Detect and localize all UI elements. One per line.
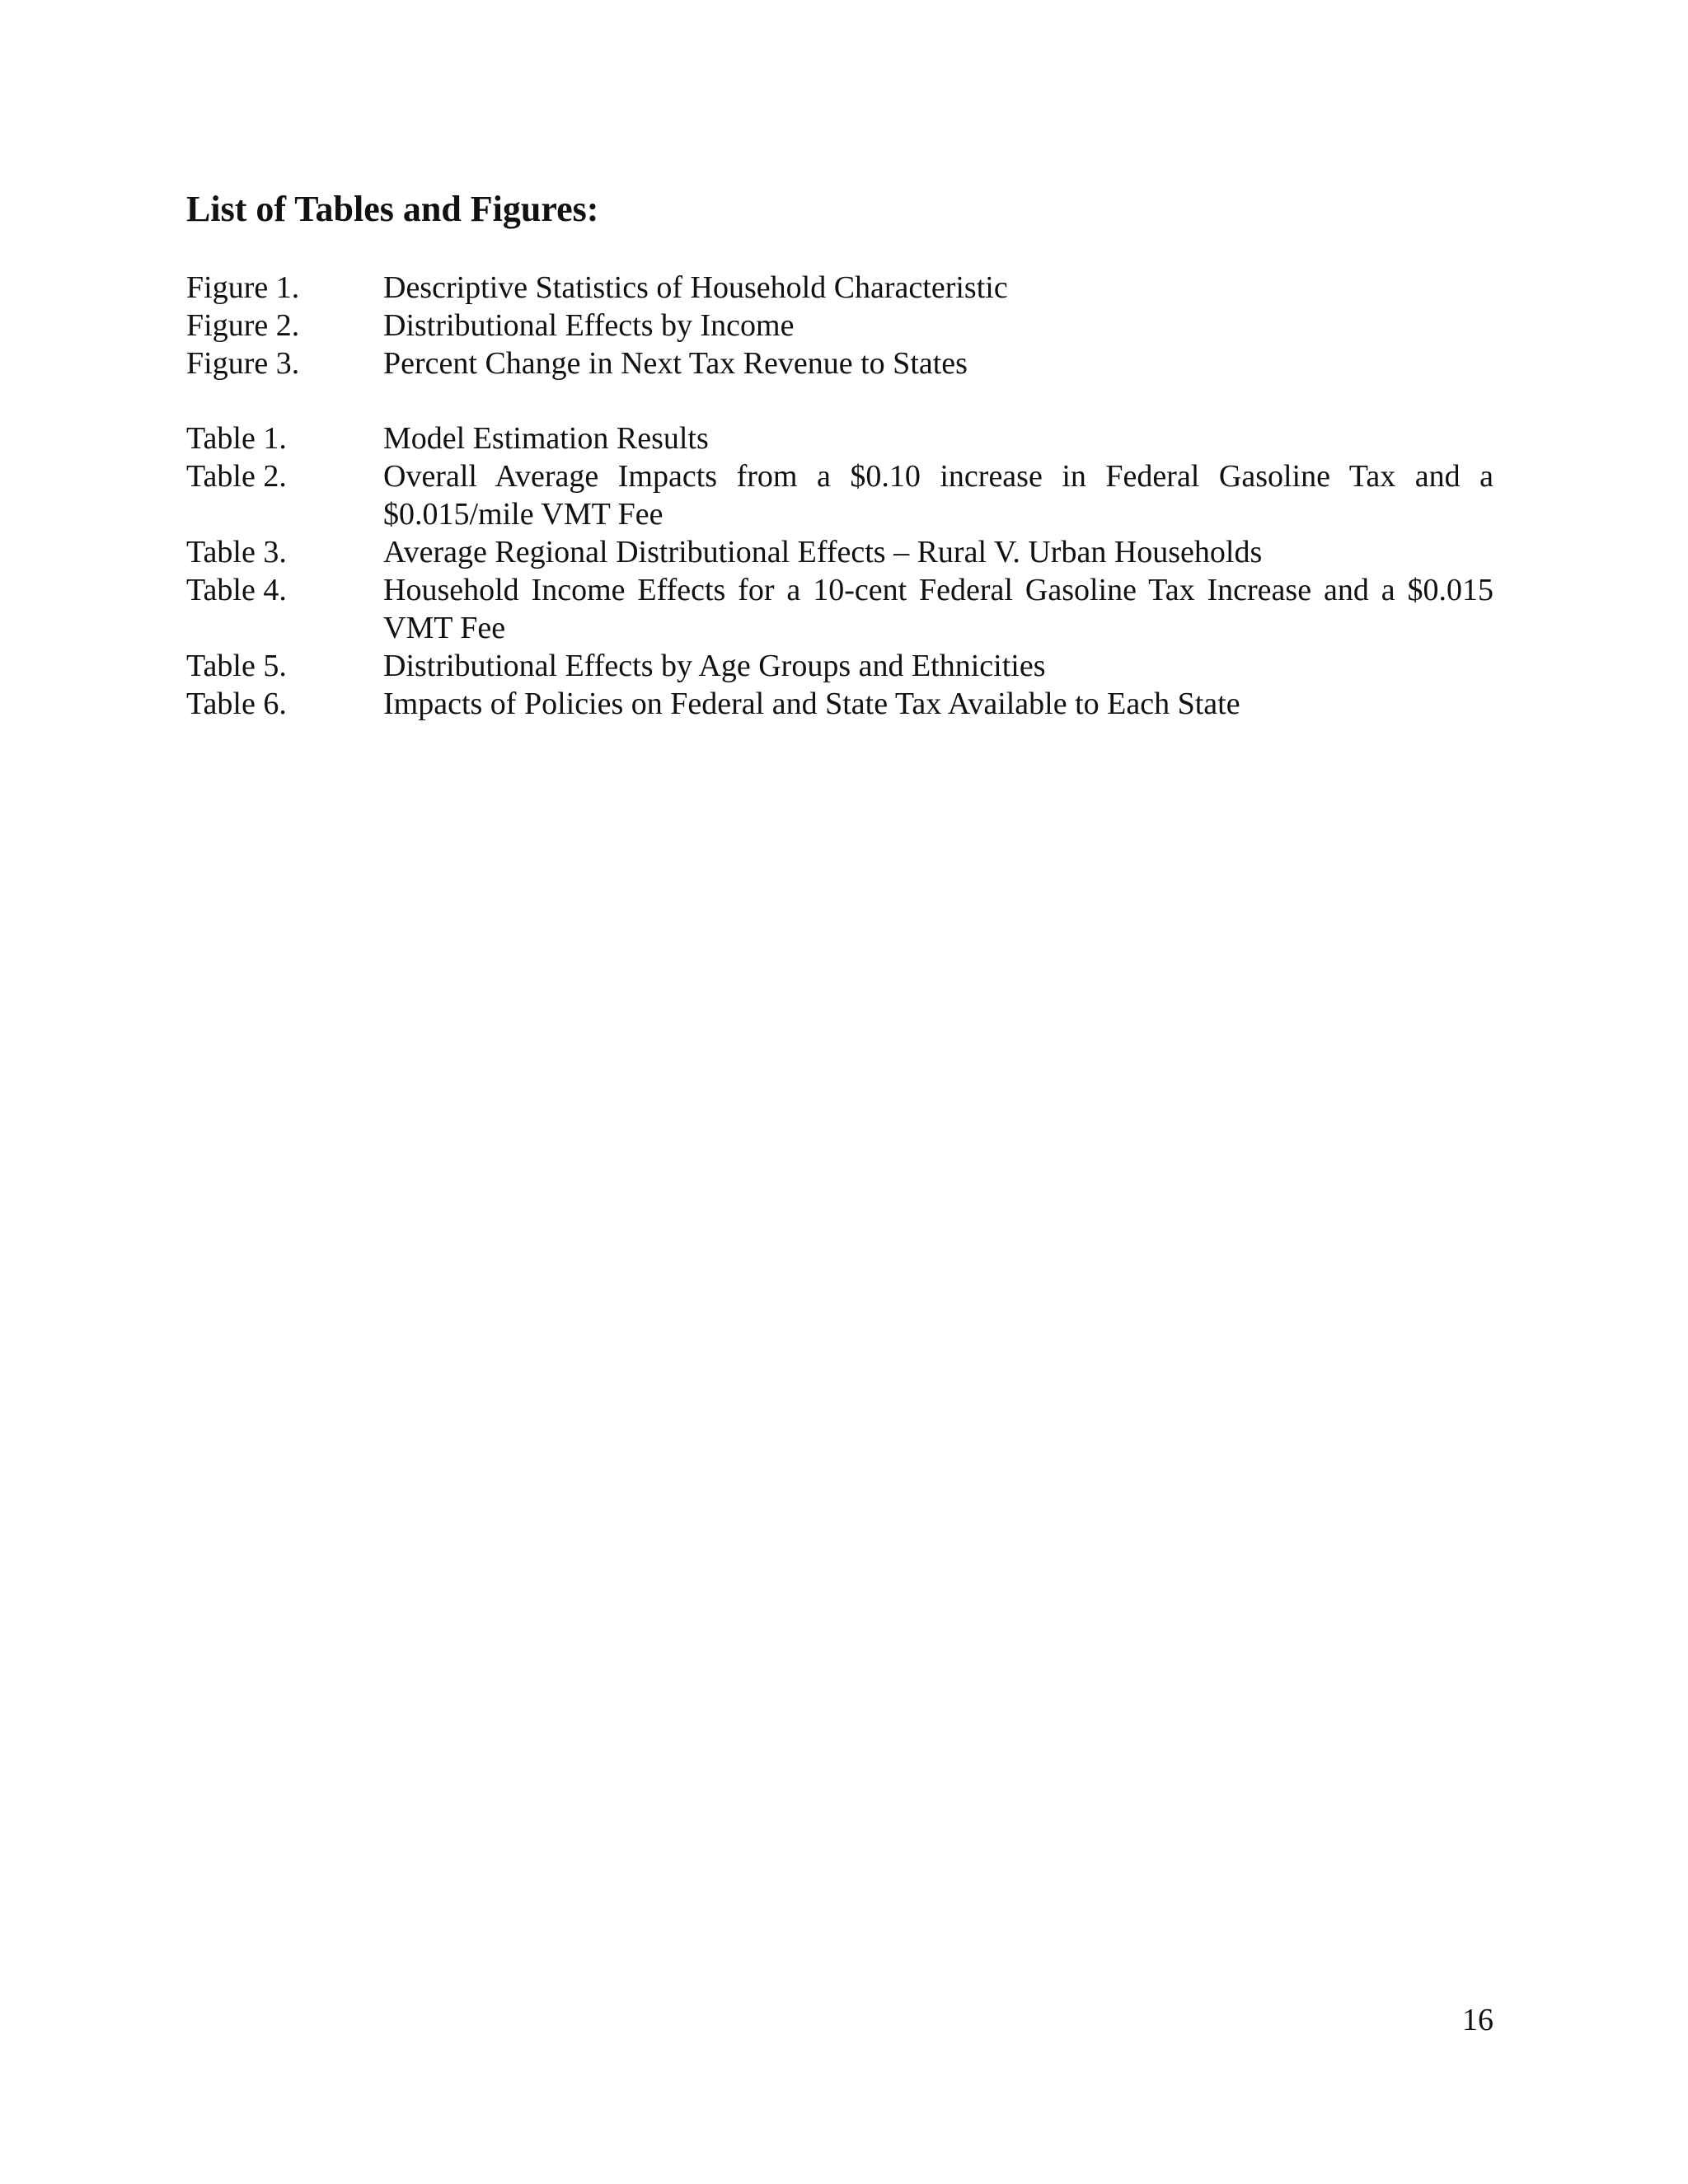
table-title: Distributional Effects by Age Groups and Ethnicities (383, 649, 1046, 683)
table-title: Impacts of Policies on Federal and State Tax Available to Each State (383, 687, 1240, 721)
figure-label: Figure 2. (186, 308, 300, 343)
table-title: Model Estimation Results (383, 421, 709, 456)
figures-list (186, 269, 1493, 382)
tables-list (186, 419, 1493, 723)
table-label: Table 3. (186, 535, 287, 569)
table-label: Table 2. (186, 459, 287, 494)
figure-title: Percent Change in Next Tax Revenue to States (383, 346, 968, 381)
table-entry-5 (186, 647, 1493, 685)
table-entry-2 (186, 457, 1493, 533)
table-entry-3 (186, 533, 1493, 571)
figure-label: Figure 1. (186, 270, 300, 305)
figure-title: Distributional Effects by Income (383, 308, 795, 343)
table-label: Table 6. (186, 687, 287, 721)
table-label: Table 1. (186, 421, 287, 456)
table-title: Overall Average Impacts from a $0.10 increase in Federal Gasoline Tax and a $0.015/mile VMT Fee (383, 459, 1493, 532)
table-title: Household Income Effects for a 10-cent Federal Gasoline Tax Increase and a $0.015 VMT Fee (383, 573, 1493, 645)
table-label: Table 5. (186, 649, 287, 683)
figure-label: Figure 3. (186, 346, 300, 381)
figure-title: Descriptive Statistics of Household Characteristic (383, 270, 1008, 305)
figure-entry-3 (186, 344, 1493, 382)
figure-entry-2 (186, 307, 1493, 344)
list-heading: List of Tables and Figures: (186, 189, 599, 229)
table-label: Table 4. (186, 573, 287, 607)
table-entry-1 (186, 419, 1493, 457)
table-entry-4 (186, 571, 1493, 647)
table-title: Average Regional Distributional Effects – Rural V. Urban Households (383, 535, 1263, 569)
figure-entry-1 (186, 269, 1493, 307)
table-entry-6 (186, 685, 1493, 723)
page-number: 16 (1462, 2003, 1493, 2037)
